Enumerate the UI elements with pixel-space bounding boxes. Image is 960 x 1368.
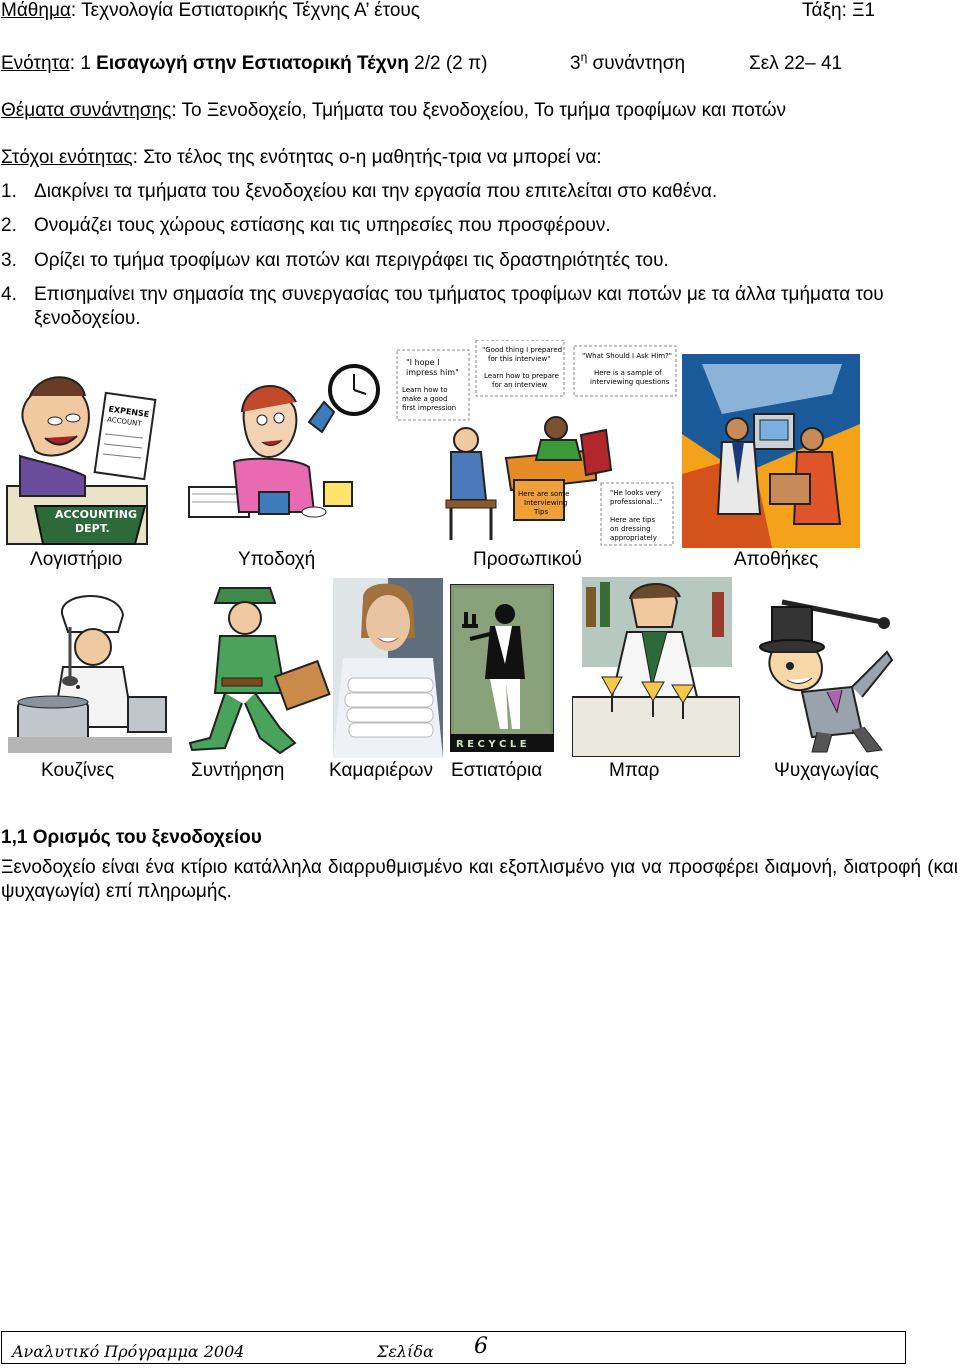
goal-text-1: Διακρίνει τα τμήματα του ξενοδοχείου και την εργασία που επιτελείται στο καθένα. (34, 181, 718, 202)
goal-text-4-cont: ξενοδοχείου. (34, 308, 141, 329)
goal-num-1: 1. (1, 181, 17, 202)
svg-text:"I hope I: "I hope I (406, 358, 440, 367)
svg-text:EXPENSE: EXPENSE (107, 404, 150, 420)
section-heading: 1,1 Ορισμός του ξενοδοχείου (1, 827, 262, 848)
unit-hours: 2/2 (2 π) (408, 53, 488, 74)
section-body: Ξενοδοχείο είναι ένα κτίριο κατάλληλα διαρρυθμισμένο και εξοπλισμένο για να προσφέρει διαμονή, διατροφή (και ψυχαγωγία) επί πληρωμής. (1, 857, 958, 902)
restaurant-illustration (450, 584, 554, 752)
caption-bar: Μπαρ (609, 760, 660, 781)
goals-label: Στόχοι ενότητας (1, 147, 133, 168)
svg-text:Here is a sample of: Here is a sample of (594, 369, 662, 377)
page-footer (1, 1331, 906, 1364)
goal-text-2: Ονομάζει τους χώρους εστίασης και τις υπηρεσίες που προσφέρουν. (34, 215, 611, 236)
caption-accounting: Λογιστήριο (30, 549, 123, 570)
course-line (1, 0, 420, 22)
goal-text-3: Ορίζει το τμήμα τροφίμων και ποτών και περιγράφει τις δραστηριότητές του. (34, 250, 669, 271)
topics-label: Θέματα συνάντησης (1, 100, 172, 121)
svg-text:first impression: first impression (402, 404, 457, 412)
svg-text:Interviewing: Interviewing (524, 499, 568, 507)
class-label: Τάξη: Ξ1 (802, 0, 876, 21)
svg-text:impress him": impress him" (406, 368, 459, 377)
course-label: Μάθημα (1, 0, 71, 21)
meeting-number: 3 (570, 53, 581, 74)
accounting-sign-text: ACCOUNTING (55, 508, 137, 521)
goal-num-4: 4. (1, 284, 17, 305)
footer-program: Αναλυτικό Πρόγραμμα 2004 (12, 1342, 245, 1361)
svg-text:Tips: Tips (534, 508, 549, 516)
svg-text:for an interview: for an interview (492, 381, 548, 389)
svg-text:Here are tips: Here are tips (610, 516, 656, 524)
topics-value: : Το Ξενοδοχείο, Τμήματα του ξενοδοχείου, Το τμήμα τροφίμων και ποτών (171, 100, 787, 121)
footer-page-label: Σελίδα (377, 1342, 434, 1361)
footer-page-number: 6 (474, 1334, 488, 1359)
caption-staff: Προσωπικού (473, 549, 582, 570)
storage-illustration (682, 354, 860, 548)
caption-reception: Υποδοχή (238, 549, 316, 570)
meeting-word: συνάντηση (587, 53, 686, 74)
pages-label: Σελ 22– 41 (749, 53, 843, 74)
meeting-label (570, 50, 686, 75)
staff-interview-illustration (396, 340, 678, 548)
svg-text:make a good: make a good (402, 395, 448, 403)
svg-text:Here are some: Here are some (518, 490, 570, 498)
caption-entertainment: Ψυχαγωγίας (774, 760, 879, 781)
caption-restaurants: Εστιατόρια (451, 760, 543, 781)
accounting-illustration (5, 366, 165, 548)
svg-text:appropriately: appropriately (610, 534, 657, 542)
svg-text:ACCOUNT: ACCOUNT (106, 415, 142, 429)
goal-text-4: Επισημαίνει την σημασία της συνεργασίας του τμήματος τροφίμων και ποτών με τα άλλα τμήματα του (34, 284, 884, 305)
svg-text:Learn how to prepare: Learn how to prepare (484, 372, 559, 380)
unit-line (1, 53, 487, 75)
goal-num-3: 3. (1, 250, 17, 271)
caption-storage: Αποθήκες (734, 549, 819, 570)
kitchen-illustration (8, 587, 172, 753)
caption-housekeeping: Καμαριέρων (329, 760, 433, 781)
topics-line (1, 100, 786, 122)
caption-maintenance: Συντήρηση (191, 760, 285, 781)
svg-text:interviewing questions: interviewing questions (590, 378, 670, 386)
goals-line (1, 147, 602, 169)
unit-prefix: : 1 (69, 53, 97, 74)
entertainment-illustration (742, 592, 908, 756)
course-value: : Τεχνολογία Εστιατορικής Τέχνης Α’ έτους (70, 0, 420, 21)
svg-text:for this interview": for this interview" (488, 355, 551, 363)
maintenance-illustration (180, 578, 332, 756)
svg-text:on dressing: on dressing (610, 525, 651, 533)
unit-label: Ενότητα (1, 53, 70, 74)
goals-value: : Στο τέλος της ενότητας ο-η μαθητής-τρια να μπορεί να: (132, 147, 602, 168)
meeting-sup: η (580, 50, 588, 64)
svg-text:"What Should I Ask Him?": "What Should I Ask Him?" (582, 352, 673, 360)
svg-text:"Good thing I prepared: "Good thing I prepared (482, 346, 563, 354)
svg-text:Learn how to: Learn how to (402, 386, 448, 394)
svg-text:"He looks very: "He looks very (610, 489, 661, 497)
caption-kitchens: Κουζίνες (41, 760, 115, 781)
svg-text:DEPT.: DEPT. (75, 522, 110, 535)
goal-num-2: 2. (1, 215, 17, 236)
recycle-text: R E C Y C L E (456, 739, 527, 750)
reception-illustration (184, 362, 384, 530)
unit-title: Εισαγωγή στην Εστιατορική Τέχνη (96, 53, 409, 74)
housekeeping-photo (333, 578, 443, 758)
svg-text:professional...": professional..." (610, 498, 663, 506)
bar-illustration (572, 577, 740, 757)
